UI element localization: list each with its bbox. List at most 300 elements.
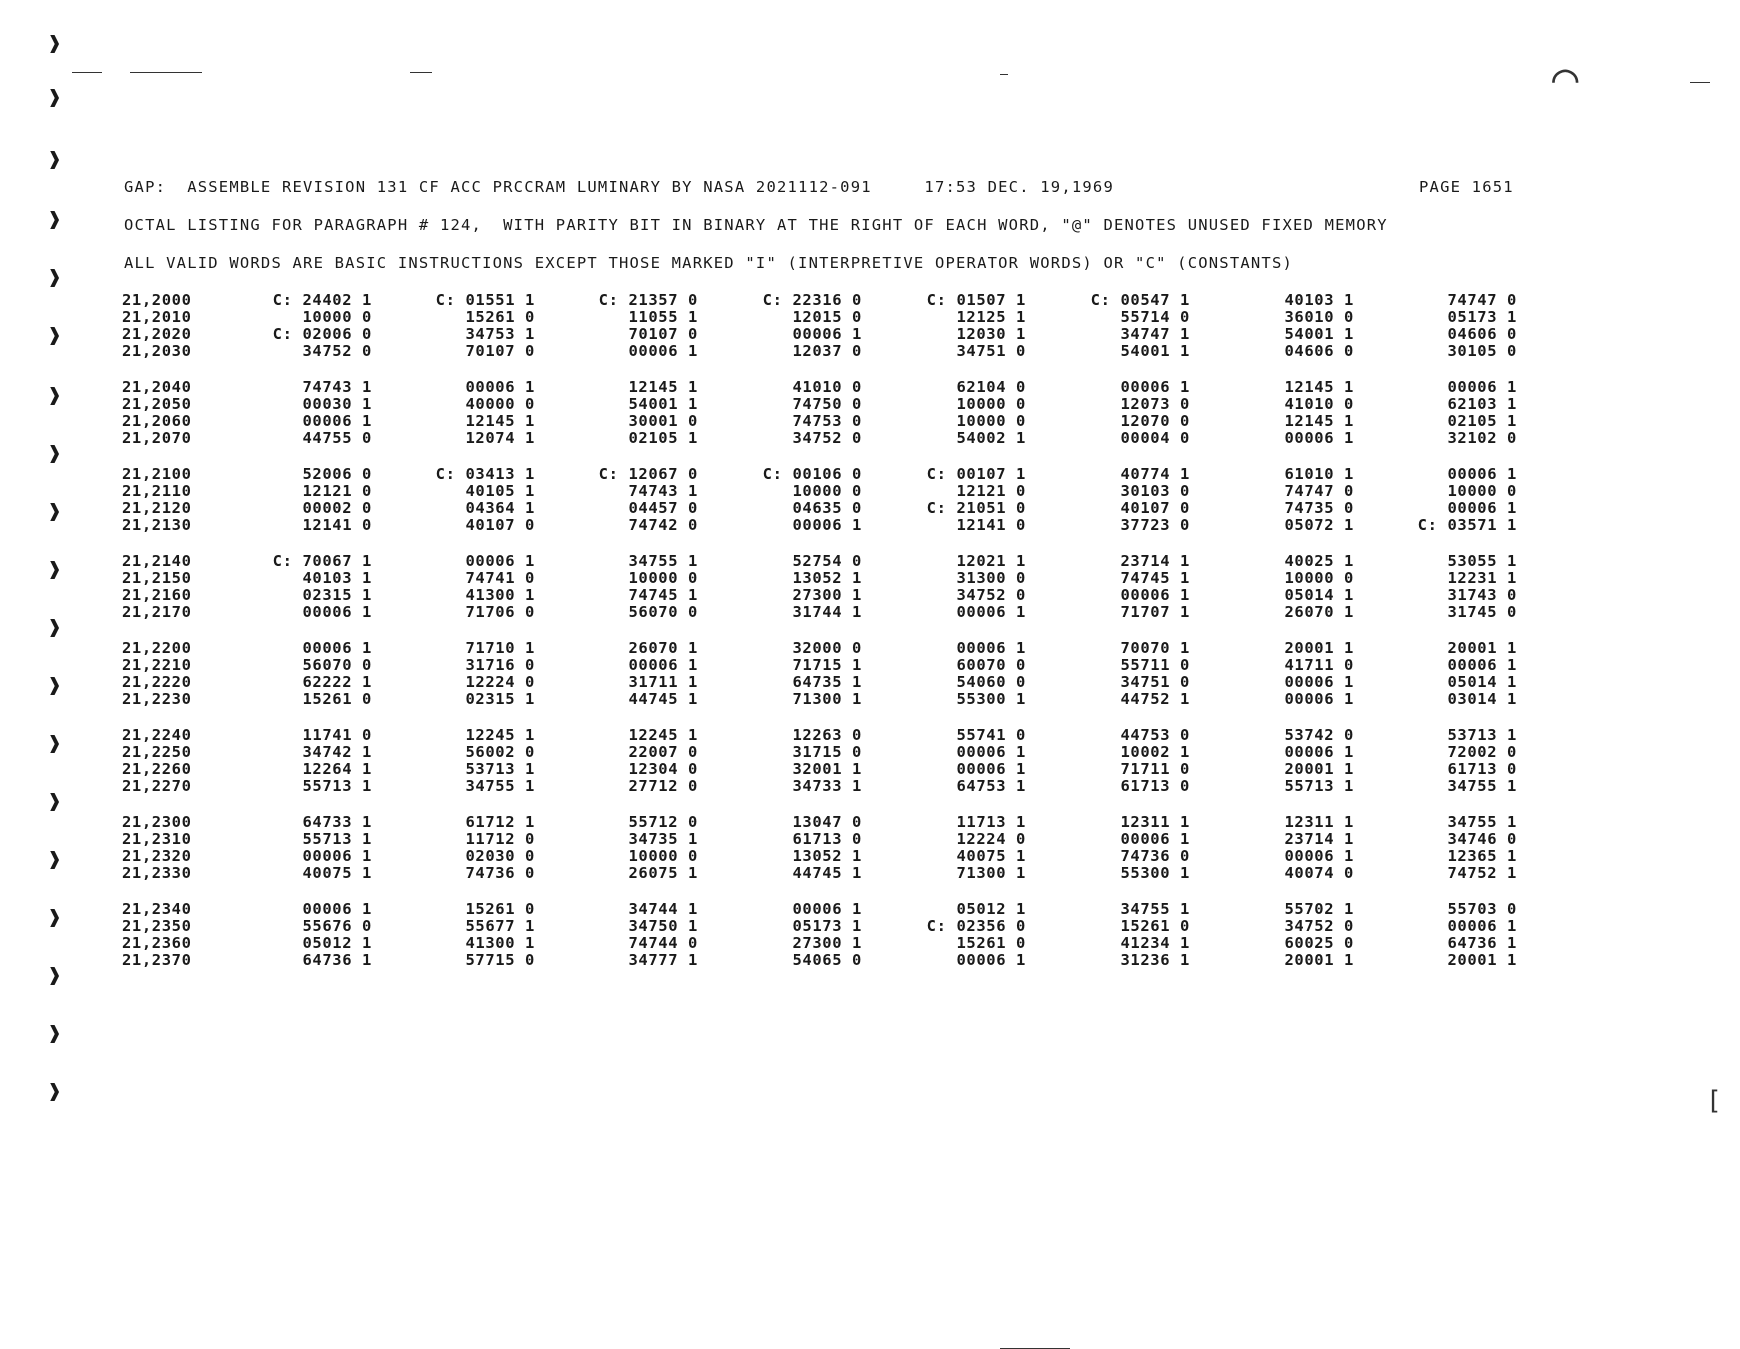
octal-word: 62104 0 [956, 378, 1026, 396]
margin-mark: ❱ [48, 384, 62, 409]
octal-word: 20001 1 [1284, 639, 1354, 657]
octal-word: 41300 1 [465, 934, 535, 952]
octal-word: 00006 1 [956, 639, 1026, 657]
octal-word: 30001 0 [628, 412, 698, 430]
octal-word: 60025 0 [1284, 934, 1354, 952]
octal-word: 15261 0 [302, 690, 372, 708]
octal-word: 40075 1 [302, 864, 372, 882]
octal-word: 31300 0 [956, 569, 1026, 587]
octal-word: 02315 1 [302, 586, 372, 604]
octal-word: 54002 1 [956, 429, 1026, 447]
octal-word: 34747 1 [1120, 325, 1190, 343]
octal-word: 71715 1 [792, 656, 862, 674]
octal-word: 74736 0 [1120, 847, 1190, 865]
octal-word: 44752 1 [1120, 690, 1190, 708]
octal-word: 71710 1 [465, 639, 535, 657]
octal-word: 52754 0 [792, 552, 862, 570]
octal-word: C: 21357 0 [598, 291, 698, 309]
octal-word: 26075 1 [628, 864, 698, 882]
scan-line [130, 72, 202, 73]
octal-word: 27300 1 [792, 934, 862, 952]
octal-word: 54060 0 [956, 673, 1026, 691]
scan-line [72, 72, 102, 73]
octal-word: 12145 1 [628, 378, 698, 396]
octal-word: 15261 0 [465, 308, 535, 326]
octal-word: 00006 1 [792, 900, 862, 918]
octal-word: 55300 1 [956, 690, 1026, 708]
memory-address: 21,2270 [122, 777, 192, 795]
octal-word: 10000 0 [1284, 569, 1354, 587]
octal-word: 74745 1 [628, 586, 698, 604]
octal-word: 41234 1 [1120, 934, 1190, 952]
octal-word: 74752 1 [1447, 864, 1517, 882]
scan-line [1000, 74, 1008, 75]
octal-word: 34752 0 [1284, 917, 1354, 935]
memory-address: 21,2140 [122, 552, 192, 570]
octal-word: 55300 1 [1120, 864, 1190, 882]
octal-word: 54001 1 [628, 395, 698, 413]
margin-mark: ❱ [48, 148, 62, 173]
octal-word: 31716 0 [465, 656, 535, 674]
octal-word: 12224 0 [956, 830, 1026, 848]
octal-word: 12145 1 [1284, 378, 1354, 396]
octal-word: 31745 0 [1447, 603, 1517, 621]
octal-word: 12145 1 [465, 412, 535, 430]
octal-word: 04635 0 [792, 499, 862, 517]
octal-word: 34755 1 [1447, 813, 1517, 831]
octal-word: 00006 1 [1120, 830, 1190, 848]
memory-address: 21,2170 [122, 603, 192, 621]
octal-word: 10000 0 [628, 847, 698, 865]
octal-word: 11712 0 [465, 830, 535, 848]
scan-bracket: [ [1706, 1086, 1722, 1116]
octal-word: 55713 1 [302, 830, 372, 848]
octal-word: 00006 1 [1284, 847, 1354, 865]
octal-word: 74743 1 [628, 482, 698, 500]
memory-address: 21,2230 [122, 690, 192, 708]
octal-word: 55713 1 [302, 777, 372, 795]
octal-word: 54001 1 [1120, 342, 1190, 360]
octal-word: 12074 1 [465, 429, 535, 447]
octal-word: 11741 0 [302, 726, 372, 744]
octal-word: 12125 1 [956, 308, 1026, 326]
memory-address: 21,2330 [122, 864, 192, 882]
memory-address: 21,2360 [122, 934, 192, 952]
memory-address: 21,2160 [122, 586, 192, 604]
octal-word: 00006 1 [628, 656, 698, 674]
memory-address: 21,2040 [122, 378, 192, 396]
memory-address: 21,2000 [122, 291, 192, 309]
octal-word: 40103 1 [302, 569, 372, 587]
octal-word: 40105 1 [465, 482, 535, 500]
listing-title: GAP: ASSEMBLE REVISION 131 CF ACC PRCCRAM LUMINARY BY NASA 2021112-091 17:53 DEC. 19,1969 [124, 178, 1114, 196]
memory-address: 21,2020 [122, 325, 192, 343]
octal-word: 40107 0 [1120, 499, 1190, 517]
scan-line [410, 72, 432, 73]
memory-address: 21,2110 [122, 482, 192, 500]
margin-mark: ❱ [48, 32, 62, 57]
octal-word: 53742 0 [1284, 726, 1354, 744]
octal-word: 34742 1 [302, 743, 372, 761]
octal-word: 34752 0 [302, 342, 372, 360]
octal-word: 56070 0 [302, 656, 372, 674]
octal-word: 05012 1 [956, 900, 1026, 918]
octal-word: 61713 0 [1120, 777, 1190, 795]
octal-word: 00006 1 [302, 603, 372, 621]
octal-word: 70070 1 [1120, 639, 1190, 657]
octal-word: C: 03413 1 [435, 465, 535, 483]
octal-word: 05173 1 [1447, 308, 1517, 326]
octal-word: C: 12067 0 [598, 465, 698, 483]
octal-word: 00006 1 [956, 951, 1026, 969]
memory-address: 21,2060 [122, 412, 192, 430]
margin-mark: ❱ [48, 732, 62, 757]
octal-word: 34751 0 [1120, 673, 1190, 691]
octal-word: 61713 0 [792, 830, 862, 848]
octal-word: 00006 1 [1447, 656, 1517, 674]
memory-address: 21,2320 [122, 847, 192, 865]
memory-address: 21,2150 [122, 569, 192, 587]
octal-word: 55702 1 [1284, 900, 1354, 918]
octal-word: 32102 0 [1447, 429, 1517, 447]
octal-word: 74743 1 [302, 378, 372, 396]
octal-word: 71300 1 [792, 690, 862, 708]
octal-word: 34755 1 [628, 552, 698, 570]
octal-word: 12030 1 [956, 325, 1026, 343]
octal-word: 05012 1 [302, 934, 372, 952]
octal-word: 15261 0 [1120, 917, 1190, 935]
octal-word: 12245 1 [628, 726, 698, 744]
octal-word: 71711 0 [1120, 760, 1190, 778]
octal-word: 22007 0 [628, 743, 698, 761]
octal-word: 61712 1 [465, 813, 535, 831]
octal-word: 00006 1 [1284, 743, 1354, 761]
octal-word: 74747 0 [1447, 291, 1517, 309]
octal-word: 00006 1 [1120, 586, 1190, 604]
octal-word: 00006 1 [956, 743, 1026, 761]
octal-word: 27712 0 [628, 777, 698, 795]
octal-word: 00006 1 [302, 639, 372, 657]
octal-word: 34752 0 [956, 586, 1026, 604]
octal-word: 00006 1 [1284, 429, 1354, 447]
octal-word: 55676 0 [302, 917, 372, 935]
octal-word: 04457 0 [628, 499, 698, 517]
memory-address: 21,2050 [122, 395, 192, 413]
octal-word: 02030 0 [465, 847, 535, 865]
listing-subtitle: OCTAL LISTING FOR PARAGRAPH # 124, WITH PARITY BIT IN BINARY AT THE RIGHT OF EACH WORD, "@" DENOTES UNUSED FIXED MEMORY [124, 216, 1388, 234]
octal-word: 12070 0 [1120, 412, 1190, 430]
octal-word: 44745 1 [792, 864, 862, 882]
octal-word: 12365 1 [1447, 847, 1517, 865]
octal-word: 62103 1 [1447, 395, 1517, 413]
octal-word: 26070 1 [628, 639, 698, 657]
octal-word: 74735 0 [1284, 499, 1354, 517]
memory-address: 21,2250 [122, 743, 192, 761]
octal-word: 61010 1 [1284, 465, 1354, 483]
octal-word: 00006 1 [1447, 917, 1517, 935]
octal-word: 05014 1 [1284, 586, 1354, 604]
memory-address: 21,2220 [122, 673, 192, 691]
octal-word: 70107 0 [628, 325, 698, 343]
octal-word: 15261 0 [956, 934, 1026, 952]
octal-word: 56070 0 [628, 603, 698, 621]
octal-word: 12141 0 [956, 516, 1026, 534]
margin-mark: ❱ [48, 1022, 62, 1047]
octal-word: 10000 0 [302, 308, 372, 326]
octal-word: 00006 1 [1120, 378, 1190, 396]
octal-word: 00006 1 [1447, 499, 1517, 517]
octal-word: 12141 0 [302, 516, 372, 534]
octal-word: 00002 0 [302, 499, 372, 517]
memory-address: 21,2240 [122, 726, 192, 744]
octal-word: 12311 1 [1120, 813, 1190, 831]
octal-word: 34744 1 [628, 900, 698, 918]
octal-word: 05072 1 [1284, 516, 1354, 534]
octal-word: 31711 1 [628, 673, 698, 691]
octal-word: 40774 1 [1120, 465, 1190, 483]
octal-word: 12121 0 [302, 482, 372, 500]
octal-word: 00030 1 [302, 395, 372, 413]
octal-word: 57715 0 [465, 951, 535, 969]
octal-word: 34751 0 [956, 342, 1026, 360]
octal-word: 10000 0 [956, 395, 1026, 413]
octal-word: 60070 0 [956, 656, 1026, 674]
memory-address: 21,2200 [122, 639, 192, 657]
octal-word: 31744 1 [792, 603, 862, 621]
octal-word: C: 00107 1 [926, 465, 1026, 483]
octal-word: 34735 1 [628, 830, 698, 848]
octal-word: 34746 0 [1447, 830, 1517, 848]
octal-word: 55677 1 [465, 917, 535, 935]
octal-word: 40000 0 [465, 395, 535, 413]
octal-word: 32001 1 [792, 760, 862, 778]
memory-address: 21,2300 [122, 813, 192, 831]
octal-word: 40107 0 [465, 516, 535, 534]
octal-word: 10000 0 [628, 569, 698, 587]
octal-word: 64736 1 [302, 951, 372, 969]
octal-word: 13052 1 [792, 569, 862, 587]
octal-word: 72002 0 [1447, 743, 1517, 761]
octal-word: 40074 0 [1284, 864, 1354, 882]
octal-word: 10000 0 [792, 482, 862, 500]
octal-word: 04364 1 [465, 499, 535, 517]
octal-word: 11055 1 [628, 308, 698, 326]
margin-mark: ❱ [48, 442, 62, 467]
octal-word: 53713 1 [1447, 726, 1517, 744]
octal-word: 37723 0 [1120, 516, 1190, 534]
octal-word: 34755 1 [465, 777, 535, 795]
octal-word: 00006 1 [956, 760, 1026, 778]
octal-word: 44745 1 [628, 690, 698, 708]
octal-word: 12224 0 [465, 673, 535, 691]
octal-word: 44755 0 [302, 429, 372, 447]
octal-word: 23714 1 [1284, 830, 1354, 848]
octal-word: 12231 1 [1447, 569, 1517, 587]
octal-word: 00006 1 [628, 342, 698, 360]
margin-mark: ❱ [48, 848, 62, 873]
octal-word: 15261 0 [465, 900, 535, 918]
octal-word: 00006 1 [465, 552, 535, 570]
octal-word: 30105 0 [1447, 342, 1517, 360]
octal-word: 00006 1 [1447, 465, 1517, 483]
octal-word: 20001 1 [1284, 951, 1354, 969]
octal-word: 12245 1 [465, 726, 535, 744]
octal-word: 02105 1 [628, 429, 698, 447]
memory-address: 21,2310 [122, 830, 192, 848]
octal-word: 12037 0 [792, 342, 862, 360]
octal-word: C: 24402 1 [272, 291, 372, 309]
octal-word: 20001 1 [1284, 760, 1354, 778]
octal-word: 34777 1 [628, 951, 698, 969]
octal-word: 00004 0 [1120, 429, 1190, 447]
margin-mark: ❱ [48, 558, 62, 583]
octal-word: 00006 1 [1284, 690, 1354, 708]
octal-word: 40103 1 [1284, 291, 1354, 309]
memory-address: 21,2130 [122, 516, 192, 534]
memory-address: 21,2100 [122, 465, 192, 483]
octal-word: 70107 0 [465, 342, 535, 360]
octal-word: 41010 0 [792, 378, 862, 396]
listing-legend: ALL VALID WORDS ARE BASIC INSTRUCTIONS EXCEPT THOSE MARKED "I" (INTERPRETIVE OPERATOR WORDS) OR "C" (CONSTANTS) [124, 254, 1294, 272]
margin-mark: ❱ [48, 1080, 62, 1105]
octal-word: C: 00547 1 [1090, 291, 1190, 309]
octal-word: 52006 0 [302, 465, 372, 483]
octal-word: 34733 1 [792, 777, 862, 795]
octal-word: 04606 0 [1447, 325, 1517, 343]
octal-word: 23714 1 [1120, 552, 1190, 570]
margin-mark: ❱ [48, 674, 62, 699]
octal-word: 00006 1 [302, 900, 372, 918]
octal-word: 05014 1 [1447, 673, 1517, 691]
memory-address: 21,2010 [122, 308, 192, 326]
octal-word: 40075 1 [956, 847, 1026, 865]
octal-word: 12263 0 [792, 726, 862, 744]
octal-word: 53713 1 [465, 760, 535, 778]
octal-word: 31236 1 [1120, 951, 1190, 969]
octal-word: 00006 1 [1447, 378, 1517, 396]
octal-word: 03014 1 [1447, 690, 1517, 708]
octal-word: 53055 1 [1447, 552, 1517, 570]
octal-word: 36010 0 [1284, 308, 1354, 326]
octal-word: 12311 1 [1284, 813, 1354, 831]
margin-mark: ❱ [48, 86, 62, 111]
octal-word: 74736 0 [465, 864, 535, 882]
octal-word: 74745 1 [1120, 569, 1190, 587]
octal-word: 74753 0 [792, 412, 862, 430]
octal-word: 55712 0 [628, 813, 698, 831]
octal-word: 54065 0 [792, 951, 862, 969]
scan-line [1690, 82, 1710, 83]
octal-word: 12145 1 [1284, 412, 1354, 430]
octal-word: 74747 0 [1284, 482, 1354, 500]
octal-word: 34755 1 [1120, 900, 1190, 918]
octal-word: 00006 1 [792, 325, 862, 343]
octal-word: 12264 1 [302, 760, 372, 778]
octal-word: 34755 1 [1447, 777, 1517, 795]
margin-mark: ❱ [48, 500, 62, 525]
margin-mark: ❱ [48, 324, 62, 349]
octal-word: 74744 0 [628, 934, 698, 952]
memory-address: 21,2120 [122, 499, 192, 517]
octal-word: 12015 0 [792, 308, 862, 326]
octal-word: 00006 1 [302, 412, 372, 430]
octal-word: 12121 0 [956, 482, 1026, 500]
margin-mark: ❱ [48, 616, 62, 641]
octal-word: 12021 1 [956, 552, 1026, 570]
octal-word: 54001 1 [1284, 325, 1354, 343]
margin-mark: ❱ [48, 906, 62, 931]
octal-word: 55711 0 [1120, 656, 1190, 674]
octal-word: 02105 1 [1447, 412, 1517, 430]
octal-word: 64753 1 [956, 777, 1026, 795]
octal-word: 64735 1 [792, 673, 862, 691]
octal-word: 34753 1 [465, 325, 535, 343]
octal-word: 74742 0 [628, 516, 698, 534]
octal-word: 34750 1 [628, 917, 698, 935]
octal-word: C: 03571 1 [1417, 516, 1517, 534]
memory-address: 21,2370 [122, 951, 192, 969]
octal-word: 61713 0 [1447, 760, 1517, 778]
margin-mark: ❱ [48, 790, 62, 815]
octal-word: 55714 0 [1120, 308, 1190, 326]
octal-word: 10002 1 [1120, 743, 1190, 761]
octal-word: 10000 0 [956, 412, 1026, 430]
octal-word: C: 70067 1 [272, 552, 372, 570]
octal-word: C: 02356 0 [926, 917, 1026, 935]
octal-word: 41010 0 [1284, 395, 1354, 413]
octal-word: 31743 0 [1447, 586, 1517, 604]
octal-word: C: 21051 0 [926, 499, 1026, 517]
octal-word: C: 22316 0 [762, 291, 862, 309]
octal-word: 13047 0 [792, 813, 862, 831]
octal-word: 55703 0 [1447, 900, 1517, 918]
margin-mark: ❱ [48, 266, 62, 291]
memory-address: 21,2350 [122, 917, 192, 935]
octal-word: 34752 0 [792, 429, 862, 447]
octal-word: 64736 1 [1447, 934, 1517, 952]
memory-address: 21,2210 [122, 656, 192, 674]
octal-word: C: 00106 0 [762, 465, 862, 483]
octal-word: 00006 1 [792, 516, 862, 534]
octal-word: C: 01551 1 [435, 291, 535, 309]
octal-word: 02315 1 [465, 690, 535, 708]
margin-mark: ❱ [48, 208, 62, 233]
octal-word: 00006 1 [302, 847, 372, 865]
octal-word: 27300 1 [792, 586, 862, 604]
octal-word: 62222 1 [302, 673, 372, 691]
octal-word: 05173 1 [792, 917, 862, 935]
octal-word: 00006 1 [1284, 673, 1354, 691]
octal-word: 00006 1 [956, 603, 1026, 621]
scan-arc: ⌒ [1552, 52, 1579, 103]
memory-address: 21,2340 [122, 900, 192, 918]
octal-word: 12073 0 [1120, 395, 1190, 413]
memory-address: 21,2030 [122, 342, 192, 360]
octal-word: 32000 0 [792, 639, 862, 657]
octal-word: 64733 1 [302, 813, 372, 831]
octal-word: 74741 0 [465, 569, 535, 587]
octal-word: 00006 1 [465, 378, 535, 396]
octal-word: 12304 0 [628, 760, 698, 778]
octal-word: 20001 1 [1447, 639, 1517, 657]
octal-word: 13052 1 [792, 847, 862, 865]
octal-word: 44753 0 [1120, 726, 1190, 744]
memory-address: 21,2070 [122, 429, 192, 447]
margin-mark: ❱ [48, 964, 62, 989]
octal-word: 71706 0 [465, 603, 535, 621]
octal-word: 71707 1 [1120, 603, 1190, 621]
octal-word: C: 02006 0 [272, 325, 372, 343]
